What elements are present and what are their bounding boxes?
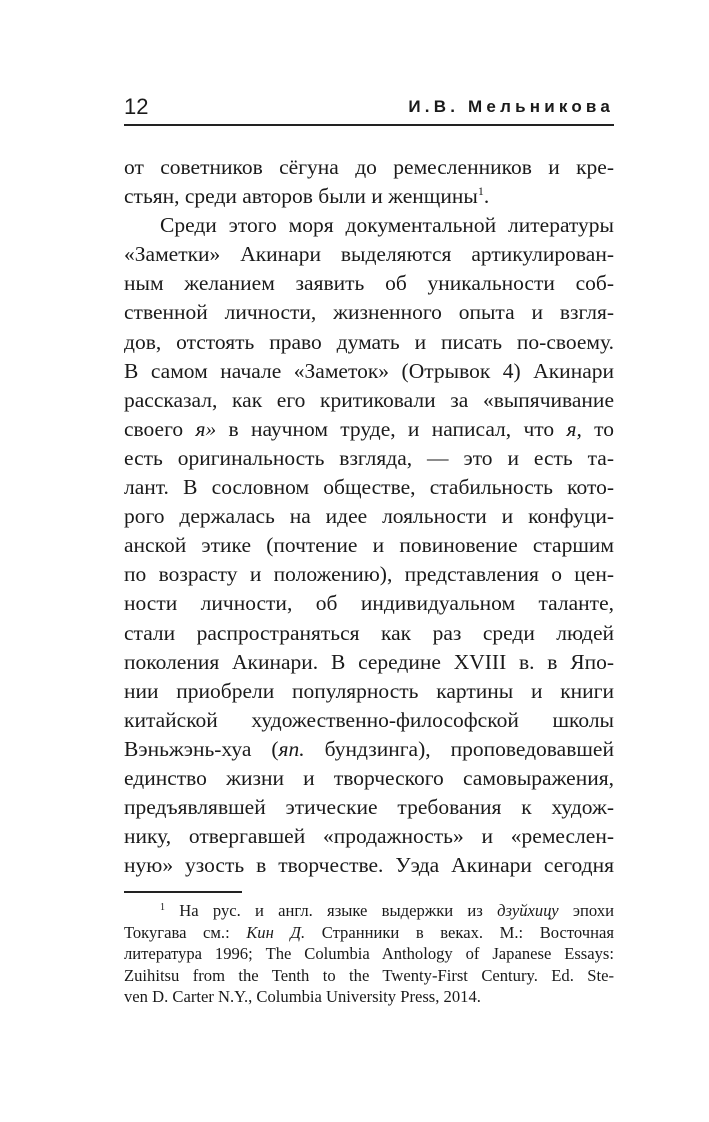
text-line: анской этике (почтение и повиновение старшим [124,533,614,558]
footnote-marker: 1 [160,902,165,913]
text-line: В самом начале «Заметок» (Отрывок 4) Акинари [124,358,614,383]
footnote-rule [124,891,242,893]
running-head-author: И.В. Мельникова [408,97,614,116]
footnote-line: Токугава см.: Кин Д. Странники в веках. М.: Восточная [124,922,614,942]
text-line: рассказал, как его критиковали за «выпячивание [124,387,614,412]
text-line: ную» узость в творчестве. Уэда Акинари сегодня [124,853,614,878]
text-line: от советников сёгуна до ремесленников и кре- [124,155,614,179]
text-line: стьян, среди авторов были и женщины$^1$. [124,184,490,209]
header-rule [124,124,614,126]
footnote [124,900,614,1008]
text-line: единство жизни и творческого самовыражения, [124,765,614,790]
book-page [124,0,614,1122]
page-number: 12 [124,94,149,119]
text-line: нику, отвергавшей «продажность» и «ремеслен- [124,824,614,849]
footnote-line: ven D. Carter N.Y., Columbia University Press, 2014. [124,987,481,1006]
text-line: стали распространяться как раз среди людей [124,620,614,645]
text-line: поколения Акинари. В середине XVIII в. в Япо- [124,649,614,674]
text-line: нии приобрели популярность картины и книги [124,678,614,703]
text-line: «Заметки» Акинари выделяются артикулирован- [124,242,614,267]
text-line: лант. В сословном обществе, стабильность кото- [124,475,614,500]
text-line: рого держалась на идее лояльности и конфуци- [124,504,614,529]
text-line: предъявлявшей этические требования к худож- [124,795,614,820]
running-head [124,90,614,122]
text-line: по возрасту и положению), представления о цен- [124,562,614,587]
text-line: дов, отстоять право думать и писать по-своему. [124,329,614,354]
text-line: ственной личности, жизненного опыта и взгля- [124,300,614,325]
text-line: китайской художественно-философской школы [124,707,614,732]
footnote-line: $^1$ На рус. и англ. языке выдержки из дзуйхицу эпохи [160,901,614,920]
text-line: ным желанием заявить об уникальности соб- [124,271,614,296]
text-line: Вэньжэнь-хуа (яп. бундзинга), проповедовавшей [124,736,614,761]
footnote-line: Zuihitsu from the Tenth to the Twenty-First Century. Ed. Ste- [124,965,614,985]
text-line: своего я» в научном труде, и написал, что я, то [124,416,614,441]
text-line: есть оригинальность взгляда, — это и есть та- [124,445,614,470]
main-text [124,153,614,880]
footnote-ref: 1 [477,184,484,199]
footnote-line: литература 1996; The Columbia Anthology of Japanese Essays: [124,944,614,963]
text-line: Среди этого моря документальной литературы [160,213,614,238]
text-line: ности личности, об индивидуальном таланте, [124,591,614,616]
